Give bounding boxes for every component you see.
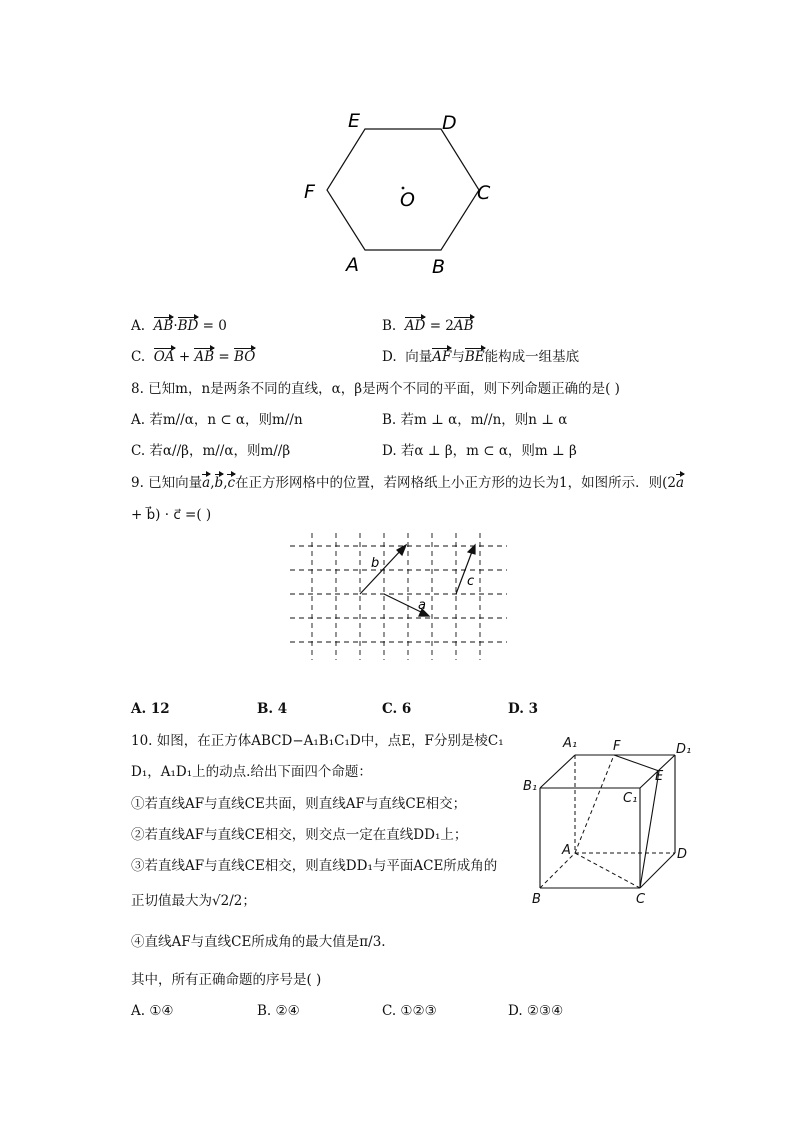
hexagon-figure [290, 100, 510, 285]
q9-grid-figure [285, 530, 515, 665]
q10-line8: 其中，所有正确命题的序号是( ) [131, 972, 322, 988]
hex-label-a: A [346, 254, 359, 276]
q8-stem: 8. 已知m，n是两条不同的直线，α，β是两个不同的平面，则下列命题正确的是( ) [131, 381, 620, 397]
cube-label-d1: D₁ [676, 742, 692, 757]
q9-option-d: D. 3 [508, 701, 539, 717]
cube-label-f: F [613, 739, 621, 754]
q8-option-d: D. 若α ⊥ β，m ⊂ α，则m ⊥ β [382, 443, 577, 459]
cube-label-e: E [655, 769, 664, 784]
cube-label-b1: B₁ [523, 779, 538, 794]
q9-label-c: c [467, 574, 475, 589]
q10-line2: D₁，A₁D₁上的动点.给出下面四个命题： [131, 764, 372, 780]
q9-label-a: a [418, 598, 426, 613]
q10-option-c: C. ①②③ [382, 1003, 437, 1019]
q10-cube-figure [515, 728, 705, 913]
q10-option-d: D. ②③④ [508, 1003, 564, 1019]
q10-line3: ①若直线AF与直线CE共面，则直线AF与直线CE相交； [131, 796, 467, 812]
q9-option-b: B. 4 [257, 701, 288, 717]
cube-label-a1: A₁ [563, 736, 578, 751]
q7-option-a: A. AB·BD = 0 [131, 318, 227, 334]
cube-label-c1: C₁ [623, 791, 638, 806]
cube-label-c: C [636, 892, 646, 907]
q9-stem-line1: 9. 已知向量a,b,c在正方形网格中的位置，若网格纸上小正方形的边长为1，如图所示．则(2a [131, 475, 685, 491]
hex-label-d: D [442, 112, 457, 134]
hex-label-b: B [432, 256, 446, 278]
hex-label-c: C [477, 182, 491, 204]
q10-line6: 正切值最大为√2/2； [131, 893, 256, 909]
q10-line4: ②若直线AF与直线CE相交，则交点一定在直线DD₁上； [131, 827, 468, 843]
q9-option-c: C. 6 [382, 701, 412, 717]
q7-option-c: C. OA + AB = BO [131, 349, 256, 365]
q8-option-b: B. 若m ⊥ α，m//n，则n ⊥ α [382, 412, 568, 428]
q8-option-c: C. 若α//β，m//α，则m//β [131, 443, 291, 459]
q10-option-b: B. ②④ [257, 1003, 300, 1019]
q10-option-a: A. ①④ [131, 1003, 174, 1019]
q10-line7: ④直线AF与直线CE所成角的最大值是π/3. [131, 934, 386, 950]
q8-option-a: A. 若m//α，n ⊂ α，则m//n [131, 412, 303, 428]
cube-label-b: B [532, 892, 541, 907]
hex-label-o: O [400, 189, 415, 211]
cube-label-a: A [562, 843, 571, 858]
hex-label-f: F [304, 181, 315, 203]
q9-stem-line2: + b⃗) · c⃗ =( ) [131, 507, 212, 523]
hex-label-e: E [348, 110, 361, 132]
q9-option-a: A. 12 [131, 701, 170, 717]
cube-label-d: D [677, 847, 688, 862]
q10-line5: ③若直线AF与直线CE相交，则直线DD₁与平面ACE所成角的 [131, 858, 498, 874]
q7-option-d: D. 向量AF与BE能构成一组基底 [382, 349, 580, 365]
q7-option-b: B. AD = 2AB [382, 318, 474, 334]
q9-label-b: b [371, 556, 380, 571]
q10-line1: 10. 如图，在正方体ABCD−A₁B₁C₁D中，点E，F分别是棱C₁ [131, 733, 504, 749]
